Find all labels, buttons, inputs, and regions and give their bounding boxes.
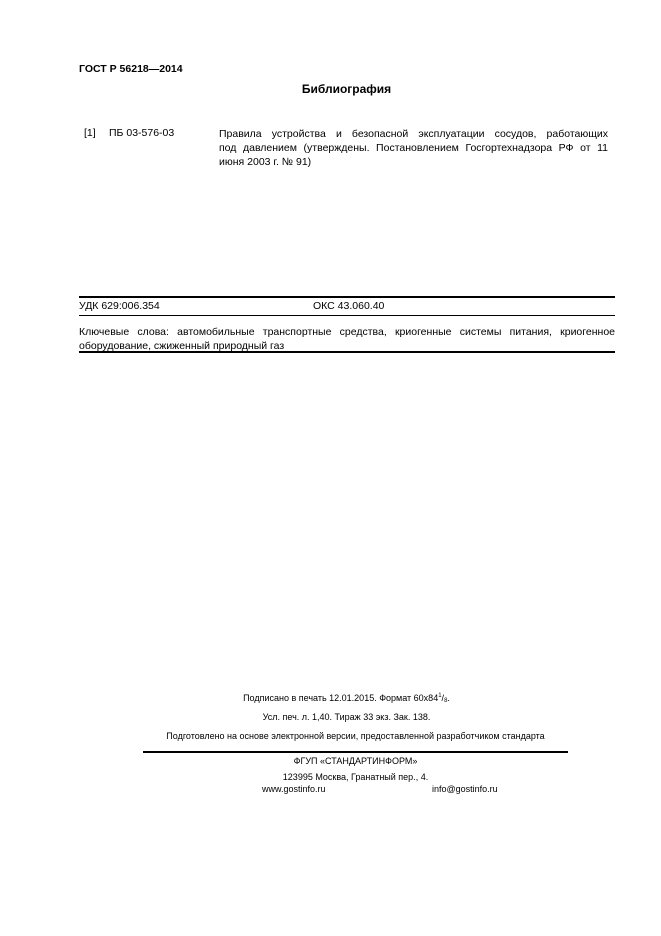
publisher-name: ФГУП «СТАНДАРТИНФОРМ»	[293, 756, 418, 766]
publisher-email: info@gostinfo.ru	[432, 784, 498, 794]
bibliography-description-line: под давлением (утверждены. Постановлением Госгортехнадзора РФ от 11	[219, 142, 608, 154]
signed-text: Подписано в печать 12.01.2015. Формат 60x84	[243, 693, 439, 703]
signed-for-print	[0, 693, 661, 703]
print-sheets-info: Усл. печ. л. 1,40. Тираж 33 экз. Зак. 138.	[262, 712, 431, 722]
udk-code: УДК 629:006.354	[79, 300, 160, 312]
classification-bottom-rule	[79, 315, 615, 316]
classification-top-rule	[79, 296, 615, 298]
oks-code: ОКС 43.060.40	[313, 300, 385, 312]
page-title: Библиография	[301, 82, 392, 96]
prepared-note: Подготовлено на основе электронной версии, предоставленной разработчиком стандарта	[166, 731, 545, 741]
format-slash: /	[441, 693, 445, 703]
standard-code: ГОСТ Р 56218—2014	[79, 63, 183, 75]
bibliography-entry-number: [1]	[84, 127, 96, 139]
bibliography-entry-description	[219, 127, 608, 169]
keywords-line: оборудование, сжиженный природный газ	[79, 340, 285, 352]
bibliography-description-line: Правила устройства и безопасной эксплуатации сосудов, работающих	[219, 128, 608, 140]
format-superscript: 1	[438, 693, 442, 699]
publisher-address: 123995 Москва, Гранатный пер., 4.	[282, 772, 429, 782]
keywords-line: Ключевые слова: автомобильные транспортные средства, криогенные системы питания, криогенное	[79, 326, 615, 338]
keywords-bottom-rule	[79, 351, 615, 353]
keywords	[79, 325, 615, 353]
bibliography-description-line: июня 2003 г. № 91)	[219, 156, 312, 168]
format-subscript: 8	[444, 698, 448, 704]
publisher-website: www.gostinfo.ru	[262, 784, 326, 794]
publisher-rule	[143, 751, 568, 753]
format-end: .	[447, 693, 450, 703]
bibliography-entry-code: ПБ 03-576-03	[109, 127, 175, 139]
